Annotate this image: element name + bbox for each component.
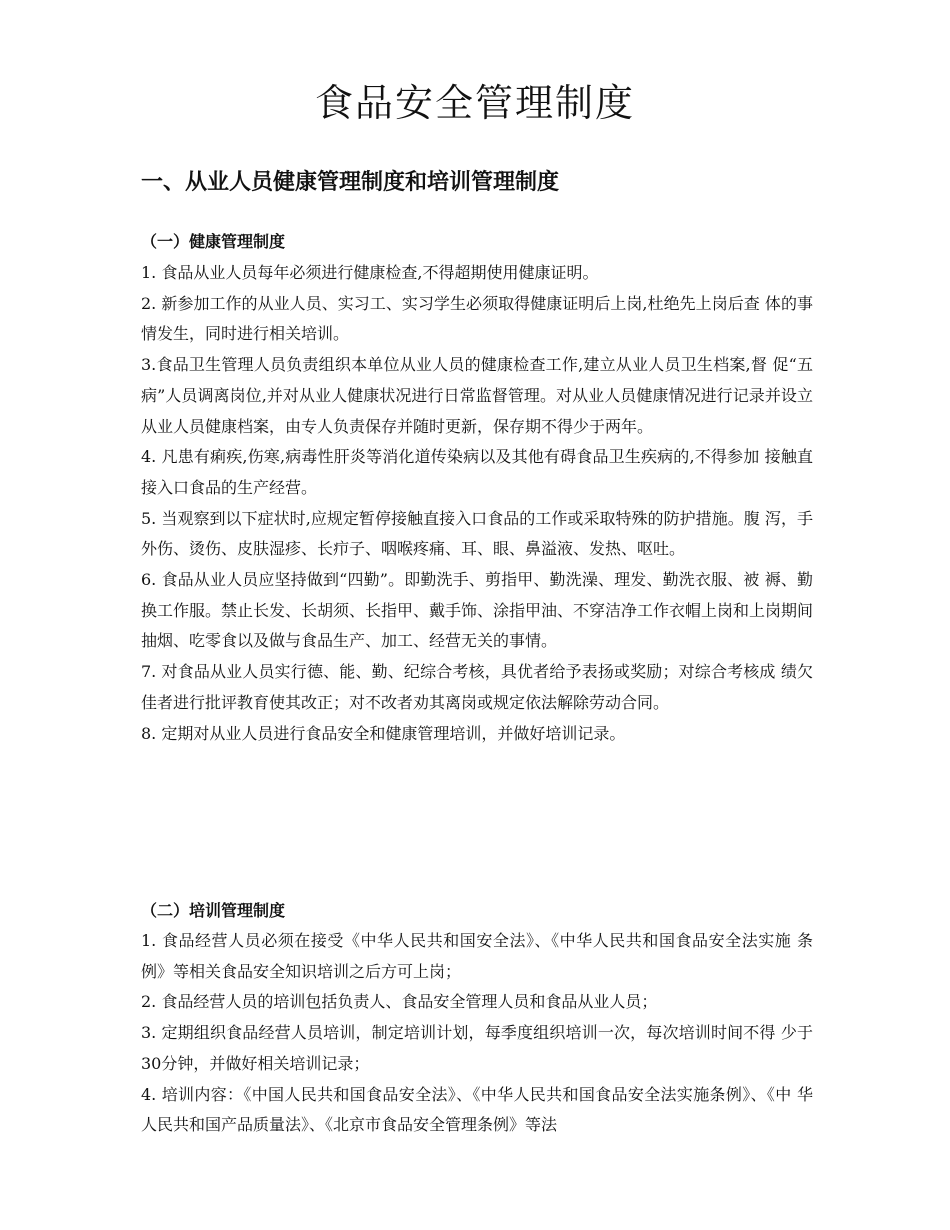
- paragraph: 2. 新参加工作的从业人员、实习工、实习学生必须取得健康证明后上岗,杜绝先上岗后查 体的事情发生，同时进行相关培训。: [141, 293, 813, 344]
- paragraph: 4. 培训内容：《中国人民共和国食品安全法》、《中华人民共和国食品安全法实施条例》、《中 华人民共和国产品质量法》、《北京市食品安全管理条例》等法: [141, 1084, 813, 1135]
- paragraph: 8. 定期对从业人员进行食品安全和健康管理培训，并做好培训记录。: [141, 723, 626, 743]
- paragraph: 1. 食品经营人员必须在接受《中华人民共和国安全法》、《中华人民共和国食品安全法实施 条例》等相关食品安全知识培训之后方可上岗；: [141, 931, 813, 981]
- document-title: 食品安全管理制度: [314, 81, 635, 125]
- training-rules-list: [141, 926, 813, 1141]
- health-rules-list: [141, 258, 813, 749]
- paragraph: 6. 食品从业人员应坚持做到“四勤”。即勤洗手、剪指甲、勤洗澡、理发、勤洗衣服、被 褥、勤换工作服。禁止长发、长胡须、长指甲、戴手饰、涂指甲油、不穿洁净工作衣帽上岗和上岗期间抽烟、吃零食以及做与食品生产、加工、经营无关的事情。: [141, 570, 814, 651]
- paragraph: 2. 食品经营人员的培训包括负责人、食品安全管理人员和食品从业人员；: [141, 992, 658, 1012]
- paragraph: 3. 定期组织食品经营人员培训，制定培训计划，每季度组织培训一次，每次培训时间不得 少于30分钟，并做好相关培训记录；: [141, 1023, 813, 1073]
- paragraph: 5. 当观察到以下症状时,应规定暂停接触直接入口食品的工作或采取特殊的防护措施。腹 泻，手外伤、烫伤、皮肤湿疹、长疖子、咽喉疼痛、耳、眼、鼻溢液、发热、呕吐。: [141, 508, 813, 559]
- subsection-heading-training: （二）培训管理制度: [141, 901, 286, 920]
- paragraph: 7. 对食品从业人员实行德、能、勤、纪综合考核，具优者给予表扬或奖励；对综合考核成 绩欠佳者进行批评教育使其改正；对不改者劝其离岗或规定依法解除劳动合同。: [141, 662, 813, 712]
- paragraph: 1. 食品从业人员每年必须进行健康检查,不得超期使用健康证明。: [141, 263, 599, 282]
- subsection-heading-health: （一）健康管理制度: [141, 232, 286, 251]
- paragraph: 4. 凡患有痢疾,伤寒,病毒性肝炎等消化道传染病以及其他有碍食品卫生疾病的,不得参加 接触直接入口食品的生产经营。: [141, 447, 813, 497]
- paragraph: 3.食品卫生管理人员负责组织本单位从业人员的健康检查工作,建立从业人员卫生档案,督 促“五病”人员调离岗位,并对从业人健康状况进行日常监督管理。对从业人员健康情况进行记录并设立从业人员健康档案，由专人负责保存并随时更新，保存期不得少于两年。: [141, 355, 813, 436]
- section-heading: 一、从业人员健康管理制度和培训管理制度: [141, 170, 560, 195]
